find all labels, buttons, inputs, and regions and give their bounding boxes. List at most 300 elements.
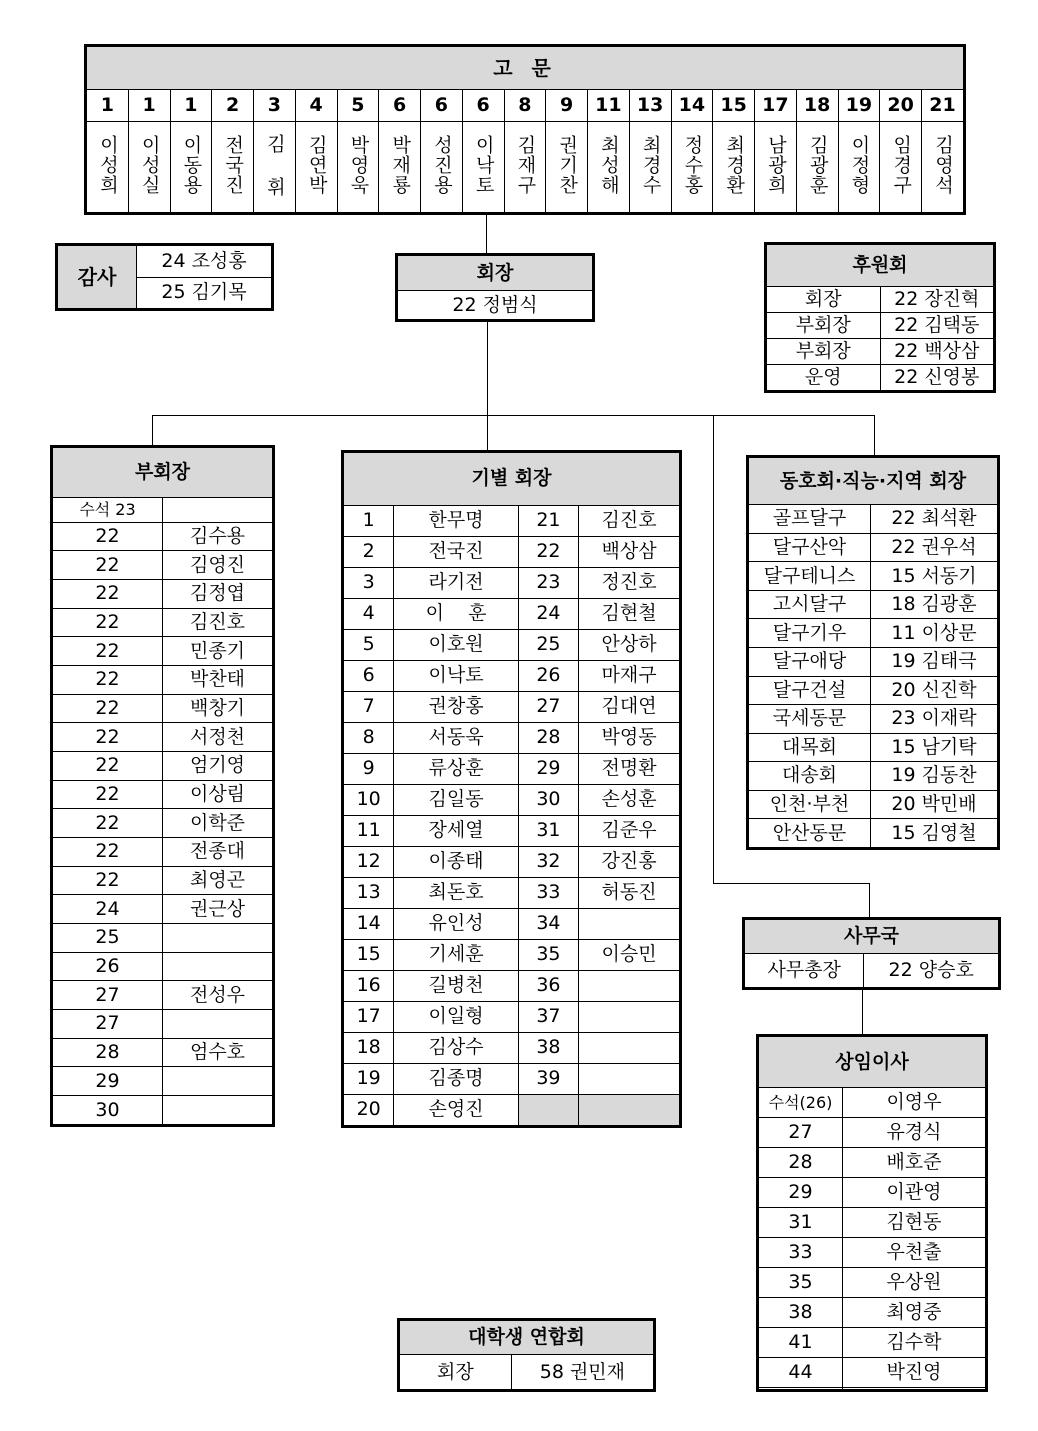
class-generation: 7 <box>344 691 394 722</box>
vice-president-generation: 22 <box>53 551 163 580</box>
advisor-generation: 6 <box>462 90 504 122</box>
vice-president-generation: 28 <box>53 1038 163 1067</box>
connector-secretariat-vertical <box>713 415 714 884</box>
club-name: 달구기우 <box>749 619 871 648</box>
advisor-name: 성진용 <box>430 135 453 195</box>
class-president-name: 김일동 <box>394 784 518 815</box>
advisor-generation: 19 <box>838 90 880 122</box>
advisor-name: 김영석 <box>932 135 954 195</box>
advisor-name: 이동용 <box>180 135 203 195</box>
class-generation: 35 <box>518 939 578 970</box>
vice-president-name: 이학준 <box>163 809 273 838</box>
class-president-name: 전국진 <box>394 536 518 567</box>
class-president-name: 이 훈 <box>394 598 518 629</box>
class-president-name <box>579 908 680 939</box>
vice-president-name: 최영곤 <box>163 866 273 895</box>
club-row <box>749 533 998 562</box>
president-title: 회장 <box>398 256 593 291</box>
advisor-name: 박영욱 <box>347 135 370 195</box>
vice-president-row <box>53 551 273 580</box>
supporters-title: 후원회 <box>767 245 994 287</box>
supporters-row <box>767 338 994 364</box>
students-title: 대학생 연합회 <box>400 1321 654 1355</box>
supporters-name: 22 장진혁 <box>880 286 994 312</box>
advisor-name-cell <box>546 122 588 213</box>
connector-directors <box>862 988 863 1036</box>
advisor-generation: 11 <box>588 90 630 122</box>
class-president-row <box>344 1001 680 1032</box>
advisor-name-cell <box>755 122 797 213</box>
advisor-generation: 6 <box>379 90 421 122</box>
class-president-row <box>344 629 680 660</box>
class-generation: 11 <box>344 815 394 846</box>
director-name: 이영우 <box>842 1088 985 1118</box>
club-president: 19 김동찬 <box>871 762 998 791</box>
class-generation: 21 <box>518 505 578 536</box>
supporters-name: 22 신영봉 <box>880 364 994 390</box>
vice-president-name <box>163 1009 273 1038</box>
class-president-name <box>579 1063 680 1094</box>
director-name: 우천출 <box>842 1238 985 1268</box>
advisor-name: 임경구 <box>890 135 913 195</box>
class-president-name: 이종태 <box>394 846 518 877</box>
vice-president-generation: 22 <box>53 665 163 694</box>
advisor-name: 남광희 <box>764 135 787 195</box>
director-row <box>759 1238 986 1268</box>
vice-president-generation: 22 <box>53 751 163 780</box>
class-president-name: 손영진 <box>394 1094 518 1125</box>
club-president: 22 권우석 <box>871 533 998 562</box>
class-generation: 25 <box>518 629 578 660</box>
advisor-generation: 4 <box>295 90 337 122</box>
class-generation: 32 <box>518 846 578 877</box>
class-president-name: 김준우 <box>579 815 680 846</box>
advisor-name-cell <box>504 122 546 213</box>
club-president: 15 김영철 <box>871 819 998 848</box>
class-generation: 29 <box>518 753 578 784</box>
vice-president-row <box>53 809 273 838</box>
advisor-name: 이낙토 <box>472 135 495 195</box>
vice-president-name: 이상림 <box>163 780 273 809</box>
director-row <box>759 1178 986 1208</box>
vice-president-generation: 22 <box>53 837 163 866</box>
supporters-row <box>767 312 994 338</box>
director-name: 김현동 <box>842 1208 985 1238</box>
advisor-name-cell <box>629 122 671 213</box>
vice-president-name <box>163 1096 273 1125</box>
club-name: 고시달구 <box>749 590 871 619</box>
vice-presidents-panel <box>50 445 275 1127</box>
secretariat-role: 사무총장 <box>745 954 864 988</box>
class-generation: 13 <box>344 877 394 908</box>
club-president: 18 김광훈 <box>871 590 998 619</box>
advisor-generation: 1 <box>170 90 212 122</box>
class-president-row <box>344 691 680 722</box>
class-president-name: 김대연 <box>579 691 680 722</box>
club-row <box>749 619 998 648</box>
director-row <box>759 1388 986 1390</box>
director-name: 이관영 <box>842 1178 985 1208</box>
class-generation: 28 <box>518 722 578 753</box>
club-name: 달구테니스 <box>749 562 871 591</box>
supporters-name: 22 백상삼 <box>880 338 994 364</box>
class-generation: 37 <box>518 1001 578 1032</box>
connector-advisors-president <box>486 213 487 254</box>
class-president-name: 최돈호 <box>394 877 518 908</box>
supporters-row <box>767 364 994 390</box>
class-generation: 19 <box>344 1063 394 1094</box>
vice-president-name <box>163 923 273 952</box>
class-president-row <box>344 567 680 598</box>
vice-president-generation: 27 <box>53 981 163 1010</box>
class-generation: 17 <box>344 1001 394 1032</box>
advisor-generation: 17 <box>755 90 797 122</box>
director-row <box>759 1298 986 1328</box>
class-generation: 20 <box>344 1094 394 1125</box>
class-president-name <box>579 970 680 1001</box>
supporters-role: 부회장 <box>767 338 881 364</box>
class-president-name: 마재구 <box>579 660 680 691</box>
vice-president-generation: 25 <box>53 923 163 952</box>
director-row <box>759 1358 986 1388</box>
director-row <box>759 1328 986 1358</box>
advisor-generation: 14 <box>671 90 713 122</box>
director-generation <box>759 1388 843 1390</box>
advisor-name-cell <box>713 122 755 213</box>
class-president-name: 백상삼 <box>579 536 680 567</box>
class-generation: 10 <box>344 784 394 815</box>
advisors-title: 고 문 <box>87 47 964 90</box>
class-president-name: 이일형 <box>394 1001 518 1032</box>
vice-president-row <box>53 637 273 666</box>
club-name: 대송회 <box>749 762 871 791</box>
director-name: 우상원 <box>842 1268 985 1298</box>
vice-president-generation: 24 <box>53 895 163 924</box>
class-president-name: 김현철 <box>579 598 680 629</box>
advisor-name-cell <box>212 122 254 213</box>
vice-president-row <box>53 1067 273 1096</box>
director-generation: 33 <box>759 1238 843 1268</box>
advisor-generation: 18 <box>796 90 838 122</box>
class-generation: 24 <box>518 598 578 629</box>
club-row <box>749 819 998 848</box>
vice-president-row <box>53 498 273 522</box>
vice-president-generation: 22 <box>53 694 163 723</box>
class-generation: 27 <box>518 691 578 722</box>
advisor-name: 이성실 <box>138 135 161 195</box>
class-generation: 31 <box>518 815 578 846</box>
advisor-name: 김 휘 <box>263 133 286 197</box>
supporters-panel <box>764 242 996 393</box>
vice-president-row <box>53 981 273 1010</box>
vice-president-generation: 22 <box>53 780 163 809</box>
class-president-row <box>344 1094 680 1125</box>
supporters-name: 22 김택동 <box>880 312 994 338</box>
class-generation: 38 <box>518 1032 578 1063</box>
clubs-panel <box>746 455 1000 850</box>
club-name: 달구산악 <box>749 533 871 562</box>
director-name: 김수학 <box>842 1328 985 1358</box>
class-president-name: 기세훈 <box>394 939 518 970</box>
class-president-row <box>344 536 680 567</box>
connector-secretariat-to-box <box>869 883 870 919</box>
vice-president-generation: 29 <box>53 1067 163 1096</box>
vice-president-name: 박찬태 <box>163 665 273 694</box>
vice-president-generation: 22 <box>53 809 163 838</box>
advisor-name: 최경수 <box>639 135 662 195</box>
vice-president-row <box>53 608 273 637</box>
class-generation: 14 <box>344 908 394 939</box>
vice-president-name: 민종기 <box>163 637 273 666</box>
vice-president-generation: 22 <box>53 866 163 895</box>
vice-president-generation: 26 <box>53 952 163 981</box>
supporters-role: 회장 <box>767 286 881 312</box>
class-presidents-panel <box>341 450 682 1128</box>
club-name: 안산동문 <box>749 819 871 848</box>
secretariat-name: 22 양승호 <box>864 954 999 988</box>
class-president-name: 권창홍 <box>394 691 518 722</box>
club-president: 22 최석환 <box>871 505 998 534</box>
class-president-name: 김상수 <box>394 1032 518 1063</box>
club-name: 골프달구 <box>749 505 871 534</box>
director-row <box>759 1268 986 1298</box>
class-generation: 12 <box>344 846 394 877</box>
vice-president-generation: 27 <box>53 1009 163 1038</box>
advisor-name-cell <box>379 122 421 213</box>
advisor-name: 김광훈 <box>806 135 829 195</box>
advisor-name-cell <box>170 122 212 213</box>
advisor-generation: 1 <box>87 90 129 122</box>
director-generation: 35 <box>759 1268 843 1298</box>
class-president-row <box>344 1032 680 1063</box>
class-president-row <box>344 784 680 815</box>
class-generation: 15 <box>344 939 394 970</box>
class-president-name: 이승민 <box>579 939 680 970</box>
class-president-row <box>344 505 680 536</box>
club-name: 국세동문 <box>749 705 871 734</box>
advisor-generation: 13 <box>629 90 671 122</box>
club-president: 15 남기탁 <box>871 733 998 762</box>
supporters-role: 운영 <box>767 364 881 390</box>
advisor-name-cell <box>295 122 337 213</box>
advisor-name: 최성해 <box>597 135 620 195</box>
vice-president-name: 전성우 <box>163 981 273 1010</box>
supporters-row <box>767 286 994 312</box>
director-generation: 28 <box>759 1148 843 1178</box>
club-row <box>749 762 998 791</box>
vice-president-row <box>53 837 273 866</box>
director-name: 유경식 <box>842 1118 985 1148</box>
vice-president-row <box>53 579 273 608</box>
class-president-row <box>344 1063 680 1094</box>
director-generation: 29 <box>759 1178 843 1208</box>
students-name: 58 권민재 <box>511 1355 653 1390</box>
class-president-name: 유인성 <box>394 908 518 939</box>
class-generation: 4 <box>344 598 394 629</box>
students-role: 회장 <box>400 1355 512 1390</box>
connector-clubs <box>874 415 875 456</box>
vice-president-name <box>163 952 273 981</box>
class-president-name: 허동진 <box>579 877 680 908</box>
vice-president-name: 엄기영 <box>163 751 273 780</box>
vice-president-name: 김수용 <box>163 522 273 551</box>
auditor-panel <box>55 243 274 311</box>
advisor-name: 전국진 <box>222 135 245 195</box>
director-row <box>759 1148 986 1178</box>
class-president-name: 이낙토 <box>394 660 518 691</box>
vice-president-name <box>163 498 273 522</box>
advisor-name: 최경환 <box>723 135 746 195</box>
class-president-row <box>344 660 680 691</box>
director-generation: 27 <box>759 1118 843 1148</box>
vice-president-row <box>53 1009 273 1038</box>
supporters-role: 부회장 <box>767 312 881 338</box>
director-generation: 38 <box>759 1298 843 1328</box>
advisor-generation: 3 <box>254 90 296 122</box>
director-generation: 41 <box>759 1328 843 1358</box>
advisor-name-cell <box>796 122 838 213</box>
vice-president-row <box>53 522 273 551</box>
students-panel <box>397 1318 656 1392</box>
club-row <box>749 676 998 705</box>
vice-president-name: 서정천 <box>163 723 273 752</box>
advisor-name-cell <box>671 122 713 213</box>
vice-president-row <box>53 723 273 752</box>
advisor-name: 박재룡 <box>389 135 412 195</box>
advisor-generation: 8 <box>504 90 546 122</box>
class-president-row <box>344 846 680 877</box>
club-president: 15 서동기 <box>871 562 998 591</box>
class-president-name: 손성훈 <box>579 784 680 815</box>
secretariat-panel <box>742 917 1001 990</box>
advisor-generation: 2 <box>212 90 254 122</box>
class-president-name: 라기전 <box>394 567 518 598</box>
class-president-row <box>344 908 680 939</box>
vice-president-name: 엄수호 <box>163 1038 273 1067</box>
advisor-name-cell <box>462 122 504 213</box>
connector-secretariat-horizontal <box>713 883 870 884</box>
vice-president-name: 전종대 <box>163 837 273 866</box>
class-president-name: 서동욱 <box>394 722 518 753</box>
connector-president-down <box>487 320 488 416</box>
club-president: 23 이재락 <box>871 705 998 734</box>
club-name: 달구애당 <box>749 647 871 676</box>
class-president-name: 안상하 <box>579 629 680 660</box>
connector-class <box>487 415 488 451</box>
advisor-generation: 15 <box>713 90 755 122</box>
class-president-row <box>344 877 680 908</box>
vice-president-generation: 22 <box>53 522 163 551</box>
connector-horizontal <box>152 415 875 416</box>
class-generation: 9 <box>344 753 394 784</box>
class-president-name: 강진홍 <box>579 846 680 877</box>
auditor-row: 24 조성홍 <box>137 246 272 278</box>
class-president-row <box>344 722 680 753</box>
class-generation: 2 <box>344 536 394 567</box>
class-president-name: 장세열 <box>394 815 518 846</box>
director-generation: 수석(26) <box>759 1088 843 1118</box>
club-row <box>749 790 998 819</box>
president-panel <box>395 253 595 322</box>
class-generation: 26 <box>518 660 578 691</box>
advisor-name-cell <box>337 122 379 213</box>
director-row <box>759 1088 986 1118</box>
class-generation: 36 <box>518 970 578 1001</box>
advisor-name: 김재구 <box>514 135 537 195</box>
director-name: 최영중 <box>842 1298 985 1328</box>
clubs-title: 동호회·직능·지역 회장 <box>749 458 998 505</box>
club-row <box>749 505 998 534</box>
class-president-name: 정진호 <box>579 567 680 598</box>
vice-president-row <box>53 895 273 924</box>
vice-president-name: 김진호 <box>163 608 273 637</box>
director-row <box>759 1118 986 1148</box>
vice-president-row <box>53 866 273 895</box>
advisor-name: 이성희 <box>96 135 119 195</box>
advisors-panel <box>84 44 966 215</box>
class-president-name: 한무명 <box>394 505 518 536</box>
vice-president-name: 김정엽 <box>163 579 273 608</box>
club-row <box>749 705 998 734</box>
vice-president-row <box>53 952 273 981</box>
club-row <box>749 647 998 676</box>
vice-president-name <box>163 1067 273 1096</box>
vice-president-name: 김영진 <box>163 551 273 580</box>
class-president-name <box>579 1001 680 1032</box>
advisor-name-cell <box>87 122 129 213</box>
advisor-generation: 5 <box>337 90 379 122</box>
advisor-name-cell <box>254 122 296 213</box>
vice-president-generation: 22 <box>53 579 163 608</box>
advisor-name-cell <box>880 122 922 213</box>
class-generation: 33 <box>518 877 578 908</box>
class-president-name: 김종명 <box>394 1063 518 1094</box>
secretariat-title: 사무국 <box>745 920 999 954</box>
class-president-name: 길병천 <box>394 970 518 1001</box>
director-name: 배호준 <box>842 1148 985 1178</box>
advisor-name-cell <box>421 122 463 213</box>
vice-president-name: 권근상 <box>163 895 273 924</box>
advisor-generation: 21 <box>922 90 964 122</box>
director-name: 박진영 <box>842 1358 985 1388</box>
advisor-name: 김연박 <box>305 135 328 195</box>
club-president: 11 이상문 <box>871 619 998 648</box>
class-president-name: 류상훈 <box>394 753 518 784</box>
vice-president-generation: 22 <box>53 637 163 666</box>
club-name: 인천·부천 <box>749 790 871 819</box>
class-generation: 6 <box>344 660 394 691</box>
club-row <box>749 562 998 591</box>
club-president: 20 박민배 <box>871 790 998 819</box>
vice-president-row <box>53 665 273 694</box>
vice-president-row <box>53 694 273 723</box>
advisor-generation: 9 <box>546 90 588 122</box>
class-president-name <box>579 1032 680 1063</box>
directors-title: 상임이사 <box>759 1037 986 1088</box>
class-president-row <box>344 939 680 970</box>
class-generation: 34 <box>518 908 578 939</box>
advisor-generation: 20 <box>880 90 922 122</box>
vice-president-row <box>53 1038 273 1067</box>
director-row <box>759 1208 986 1238</box>
class-president-name <box>579 1094 680 1125</box>
class-president-row <box>344 598 680 629</box>
class-generation: 22 <box>518 536 578 567</box>
vice-president-row <box>53 923 273 952</box>
club-row <box>749 733 998 762</box>
vice-presidents-title: 부회장 <box>53 448 273 498</box>
vice-president-row <box>53 1096 273 1125</box>
